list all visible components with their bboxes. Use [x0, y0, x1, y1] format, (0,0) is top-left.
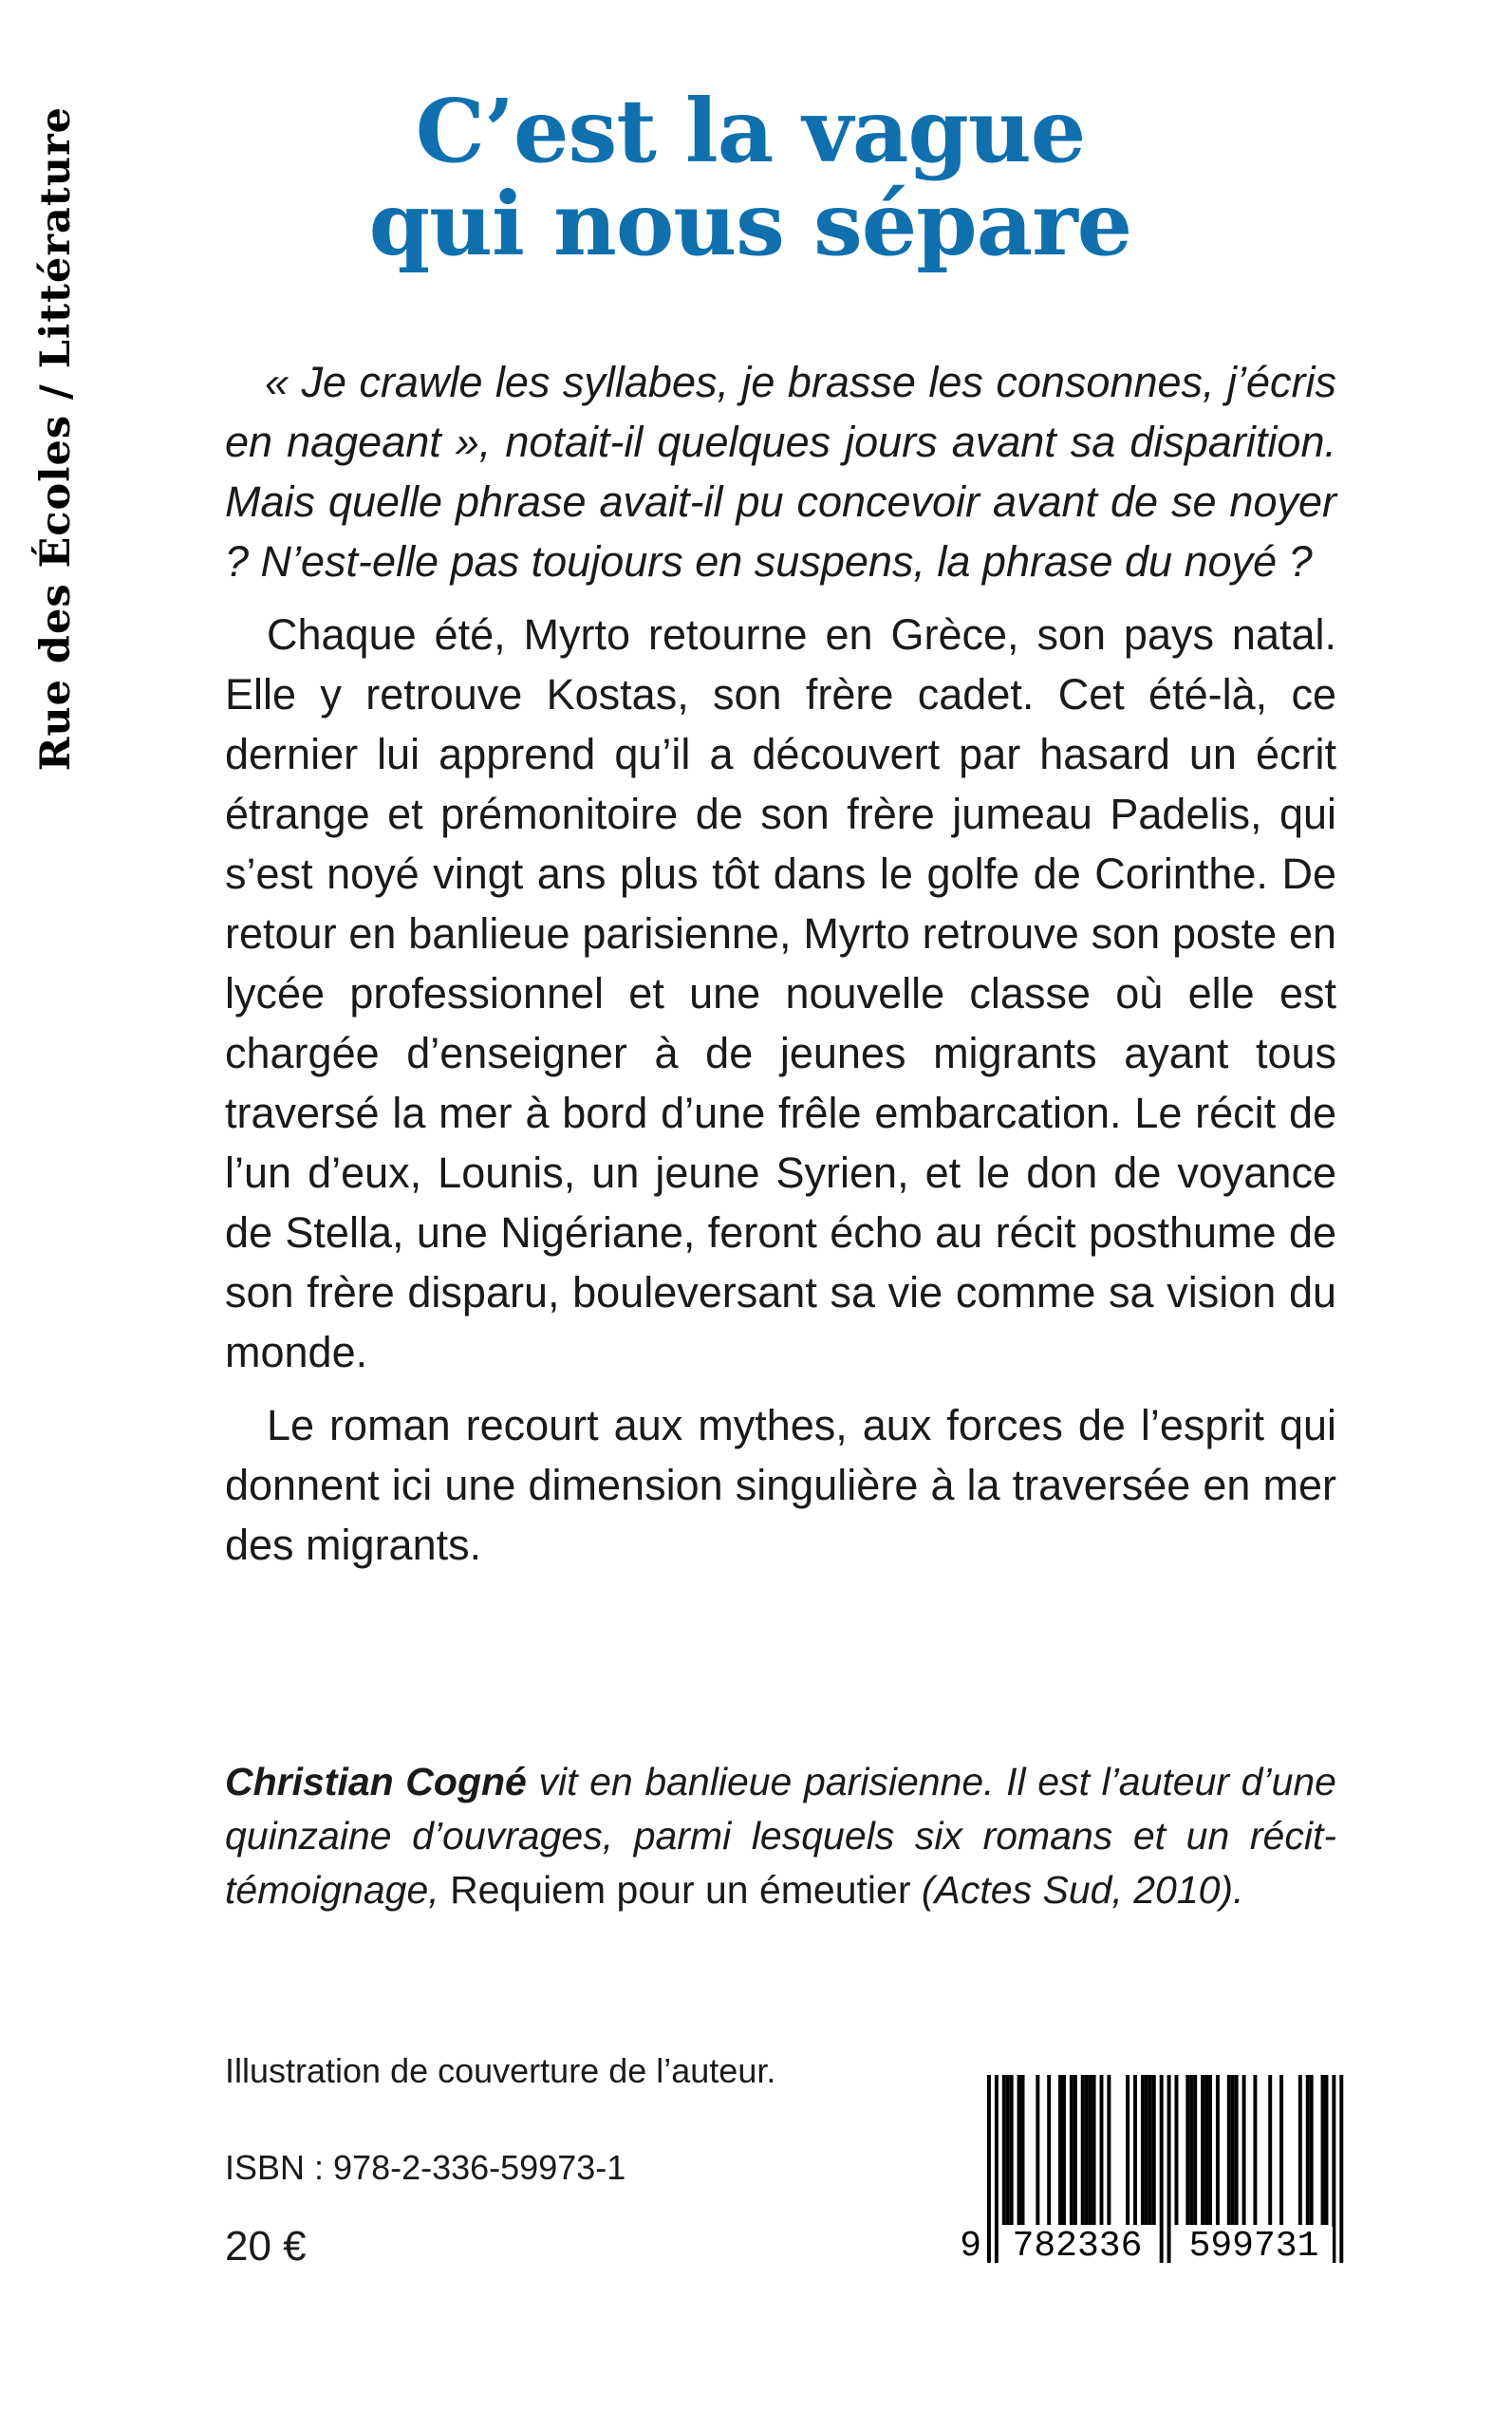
author-bio-text-1: vit en banlieue parisienne. Il est l’auteur d’une quinzaine d’ouvrages, parmi lesquels six romans et un récit-témoignage,: [225, 1760, 1336, 1913]
author-bio-text-2: (Actes Sud, 2010).: [910, 1868, 1244, 1913]
book-title-line2: qui nous sépare: [368, 172, 1132, 275]
barcode-number: [960, 2226, 1344, 2270]
barcode: [960, 2075, 1344, 2308]
series-label-vertical: Rue des Écoles / Littérature: [32, 106, 80, 772]
author-bio-book-title: Requiem pour un émeutier: [450, 1868, 911, 1913]
price: 20 €: [225, 2223, 307, 2270]
book-title: [225, 80, 1336, 275]
author-name: Christian Cogné: [225, 1760, 527, 1804]
blurb-paragraph-2: Le roman recourt aux mythes, aux forces de l’esprit qui donnent ici une dimension singulière à la traversée en mer des migrants.: [225, 1401, 1336, 1570]
author-bio: [225, 1755, 1336, 1917]
barcode-digit-lead: 9: [960, 2226, 981, 2267]
back-cover-content: [225, 80, 1336, 2270]
barcode-group-1: 782336: [999, 2227, 1156, 2267]
illustration-credit: Illustration de couverture de l’auteur.: [225, 2051, 776, 2091]
isbn-line: ISBN : 978-2-336-59973-1: [225, 2148, 626, 2188]
epigraph-quote: « Je crawle les syllabes, je brasse les consonnes, j’écris en nageant », notait-il quelques jours avant sa disparition. Mais quelle phrase avait-il pu concevoir avant de se noyer ? N’est-elle pas toujours en suspens, la phrase du noyé ?: [225, 358, 1336, 587]
book-title-line1: C’est la vague: [415, 80, 1086, 182]
blurb-paragraph-1: Chaque été, Myrto retourne en Grèce, son pays natal. Elle y retrouve Kostas, son frère cadet. Cet été-là, ce dernier lui apprend qu’il a découvert par hasard un écrit étrange et prémonitoire de son frère jumeau Padelis, qui s’est noyé vingt ans plus tôt dans le golfe de Corinthe. De retour en banlieue parisienne, Myrto retrouve son poste en lycée professionnel et une nouvelle classe où elle est chargée d’enseigner à de jeunes migrants ayant tous traversé la mer à bord d’une frêle embarcation. Le récit de l’un d’eux, Lounis, un jeune Syrien, et le don de voyance de Stella, une Nigériane, feront écho au récit posthume de son frère disparu, bouleversant sa vie comme sa vision du monde.: [225, 610, 1336, 1377]
barcode-group-2: 599731: [1175, 2227, 1333, 2267]
